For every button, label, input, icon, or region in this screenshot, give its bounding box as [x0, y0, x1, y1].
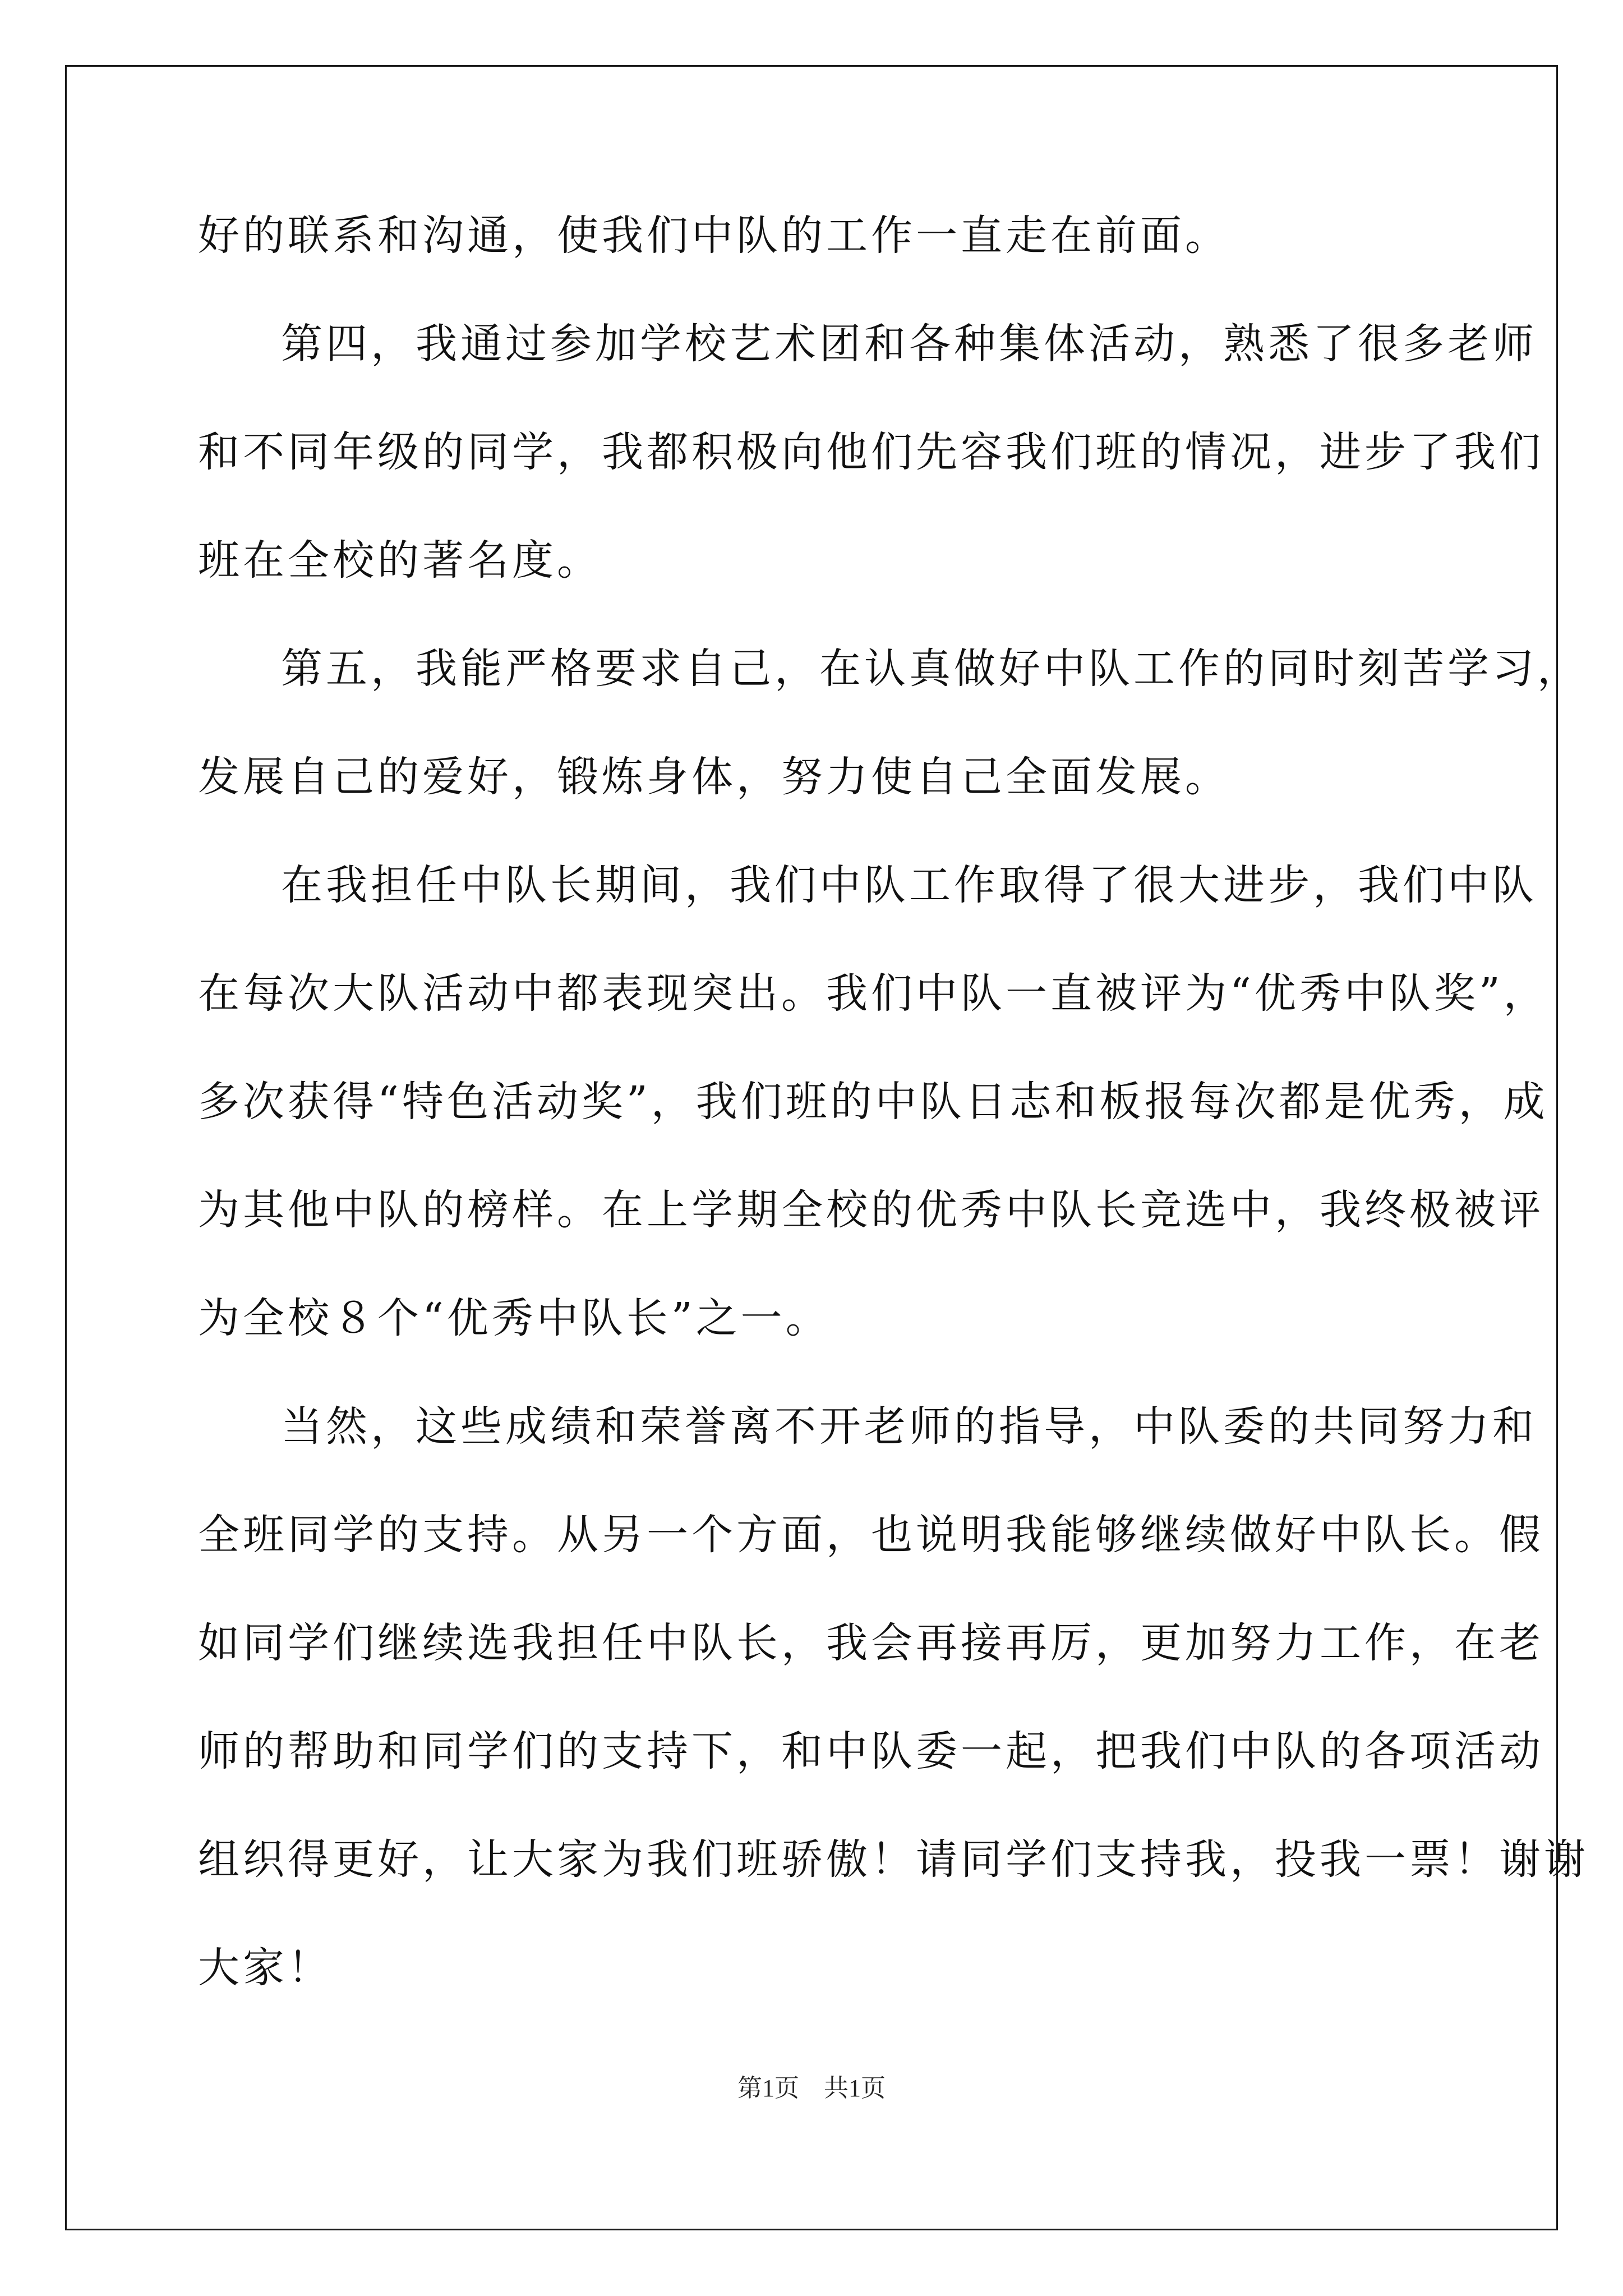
- text-line: 在我担任中队长期间，我们中队工作取得了很大进步，我们中队: [281, 861, 1537, 909]
- page-total: 共1页: [824, 2074, 886, 2102]
- text-line: 班在全校的著名度。: [198, 536, 602, 585]
- text-line: 为全校８个“优秀中队长”之一。: [198, 1294, 831, 1342]
- text-line: 大家！: [198, 1944, 333, 1992]
- text-line: 为其他中队的榜样。在上学期全校的优秀中队长竞选中，我终极被评: [198, 1186, 1544, 1234]
- text-line: 和不同年级的同学，我都积极向他们先容我们班的情况，进步了我们: [198, 428, 1544, 476]
- text-line: 组织得更好，让大家为我们班骄傲！请同学们支持我，投我一票！谢谢: [198, 1835, 1589, 1884]
- page-number: 第1页: [737, 2074, 799, 2102]
- text-line: 全班同学的支持。从另一个方面，也说明我能够继续做好中队长。假: [198, 1511, 1544, 1559]
- text-line: 在每次大队活动中都表现突出。我们中队一直被评为“优秀中队奖”，: [198, 969, 1548, 1018]
- text-line: 好的联系和沟通，使我们中队的工作一直走在前面。: [198, 211, 1230, 260]
- text-line: 发展自己的爱好，锻炼身体，努力使自己全面发展。: [198, 753, 1230, 801]
- document-body: [198, 208, 1589, 2048]
- page-footer: [0, 2073, 1623, 2104]
- text-line: 多次获得“特色活动奖”，我们班的中队日志和板报每次都是优秀，成: [198, 1078, 1548, 1126]
- text-line: 第五，我能严格要求自己，在认真做好中队工作的同时刻苦学习，: [281, 645, 1582, 693]
- text-line: 师的帮助和同学们的支持下，和中队委一起，把我们中队的各项活动: [198, 1727, 1544, 1775]
- text-line: 如同学们继续选我担任中队长，我会再接再厉，更加努力工作，在老: [198, 1619, 1544, 1667]
- text-line: 第四，我通过参加学校艺术团和各种集体活动，熟悉了很多老师: [281, 320, 1537, 368]
- text-line: 当然，这些成绩和荣誉离不开老师的指导，中队委的共同努力和: [281, 1402, 1537, 1451]
